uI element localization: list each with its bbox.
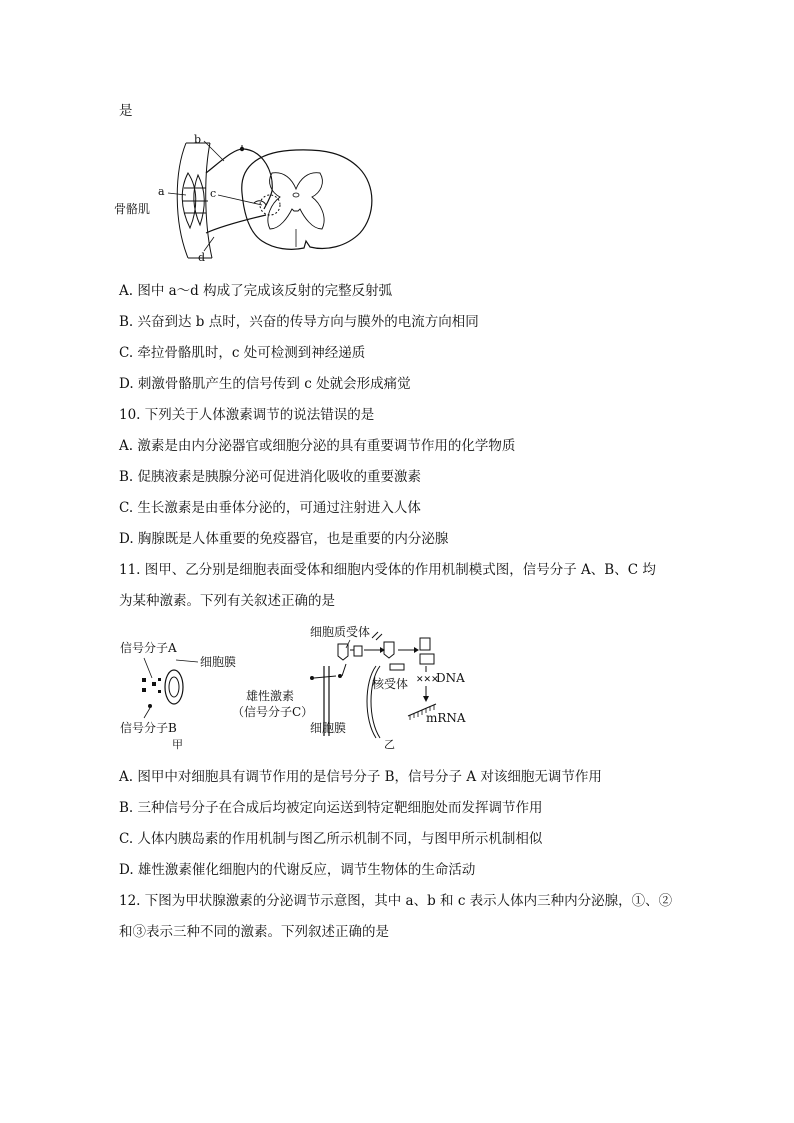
q9-option-d: D. 刺激骨骼肌产生的信号传到 c 处就会形成痛觉 xyxy=(119,376,411,392)
q10-option-b: B. 促胰液素是胰腺分泌可促进消化吸收的重要激素 xyxy=(119,469,422,485)
receptor-mechanism-figure xyxy=(114,620,484,755)
question-stem-tail: 是 xyxy=(119,103,133,119)
q12-stem-line2: 和③表示三种不同的激素。下列叙述正确的是 xyxy=(119,924,389,940)
q10-option-a: A. 激素是由内分泌器官或细胞分泌的具有重要调节作用的化学物质 xyxy=(119,438,516,454)
yi-dna-strand: ✕✕✕ xyxy=(416,675,439,685)
q9-option-b: B. 兴奋到达 b 点时，兴奋的传导方向与膜外的电流方向相同 xyxy=(119,314,479,330)
yi-nuclear-receptor-label: 核受体 xyxy=(372,677,409,691)
yi-caption: 乙 xyxy=(384,738,395,751)
q11-option-d: D. 雄性激素催化细胞内的代谢反应，调节生物体的生命活动 xyxy=(119,862,476,878)
motor-nerve-d xyxy=(206,215,266,233)
label-d: d xyxy=(198,251,206,264)
yi-cytoplasm-receptor-label: 细胞质受体 xyxy=(310,625,371,639)
q11-stem-line1: 11. 图甲、乙分别是细胞表面受体和细胞内受体的作用机制模式图，信号分子 A、B、C 均 xyxy=(119,562,656,578)
q10-stem: 10. 下列关于人体激素调节的说法错误的是 xyxy=(119,407,375,423)
q11-option-b: B. 三种信号分子在合成后均被定向运送到特定靶细胞处而发挥调节作用 xyxy=(119,800,543,816)
reflex-arc-figure xyxy=(114,133,384,265)
q10-option-d: D. 胸腺既是人体重要的免疫器官，也是重要的内分泌腺 xyxy=(119,531,449,547)
yi-mrna-label: mRNA xyxy=(426,711,466,725)
yi-membrane-label: 细胞膜 xyxy=(310,721,347,735)
label-a: a xyxy=(158,185,165,198)
q12-stem-line1: 12. 下图为甲状腺激素的分泌调节示意图，其中 a、b 和 c 表示人体内三种内分泌腺，①、② xyxy=(119,893,673,909)
q9-option-c: C. 牵拉骨骼肌时，c 处可检测到神经递质 xyxy=(119,345,366,361)
label-c: c xyxy=(210,187,217,200)
q9-option-a: A. 图中 a～d 构成了完成该反射的完整反射弧 xyxy=(119,283,393,299)
q10-option-c: C. 生长激素是由垂体分泌的，可通过注射进入人体 xyxy=(119,500,421,516)
label-muscle: 骨骼肌 xyxy=(114,202,151,216)
label-b: b xyxy=(194,133,202,146)
jia-signal-b-label: 信号分子B xyxy=(120,721,177,735)
q11-option-a: A. 图甲中对细胞具有调节作用的是信号分子 B，信号分子 A 对该细胞无调节作用 xyxy=(119,769,602,785)
q11-option-c: C. 人体内胰岛素的作用机制与图乙所示机制不同，与图甲所示机制相似 xyxy=(119,831,543,847)
jia-caption: 甲 xyxy=(172,738,183,751)
yi-hormone-label-line1: 雄性激素 xyxy=(246,689,295,703)
skeletal-muscle-drawing xyxy=(177,143,212,258)
jia-membrane-label: 细胞膜 xyxy=(200,655,237,669)
yi-dna-label: DNA xyxy=(436,671,465,685)
q11-stem-line2: 为某种激素。下列有关叙述正确的是 xyxy=(119,593,335,609)
jia-signal-a-label: 信号分子A xyxy=(120,641,177,655)
figure-jia xyxy=(120,640,236,751)
figure-yi xyxy=(232,624,466,751)
yi-hormone-label-line2: （信号分子C） xyxy=(232,705,314,719)
